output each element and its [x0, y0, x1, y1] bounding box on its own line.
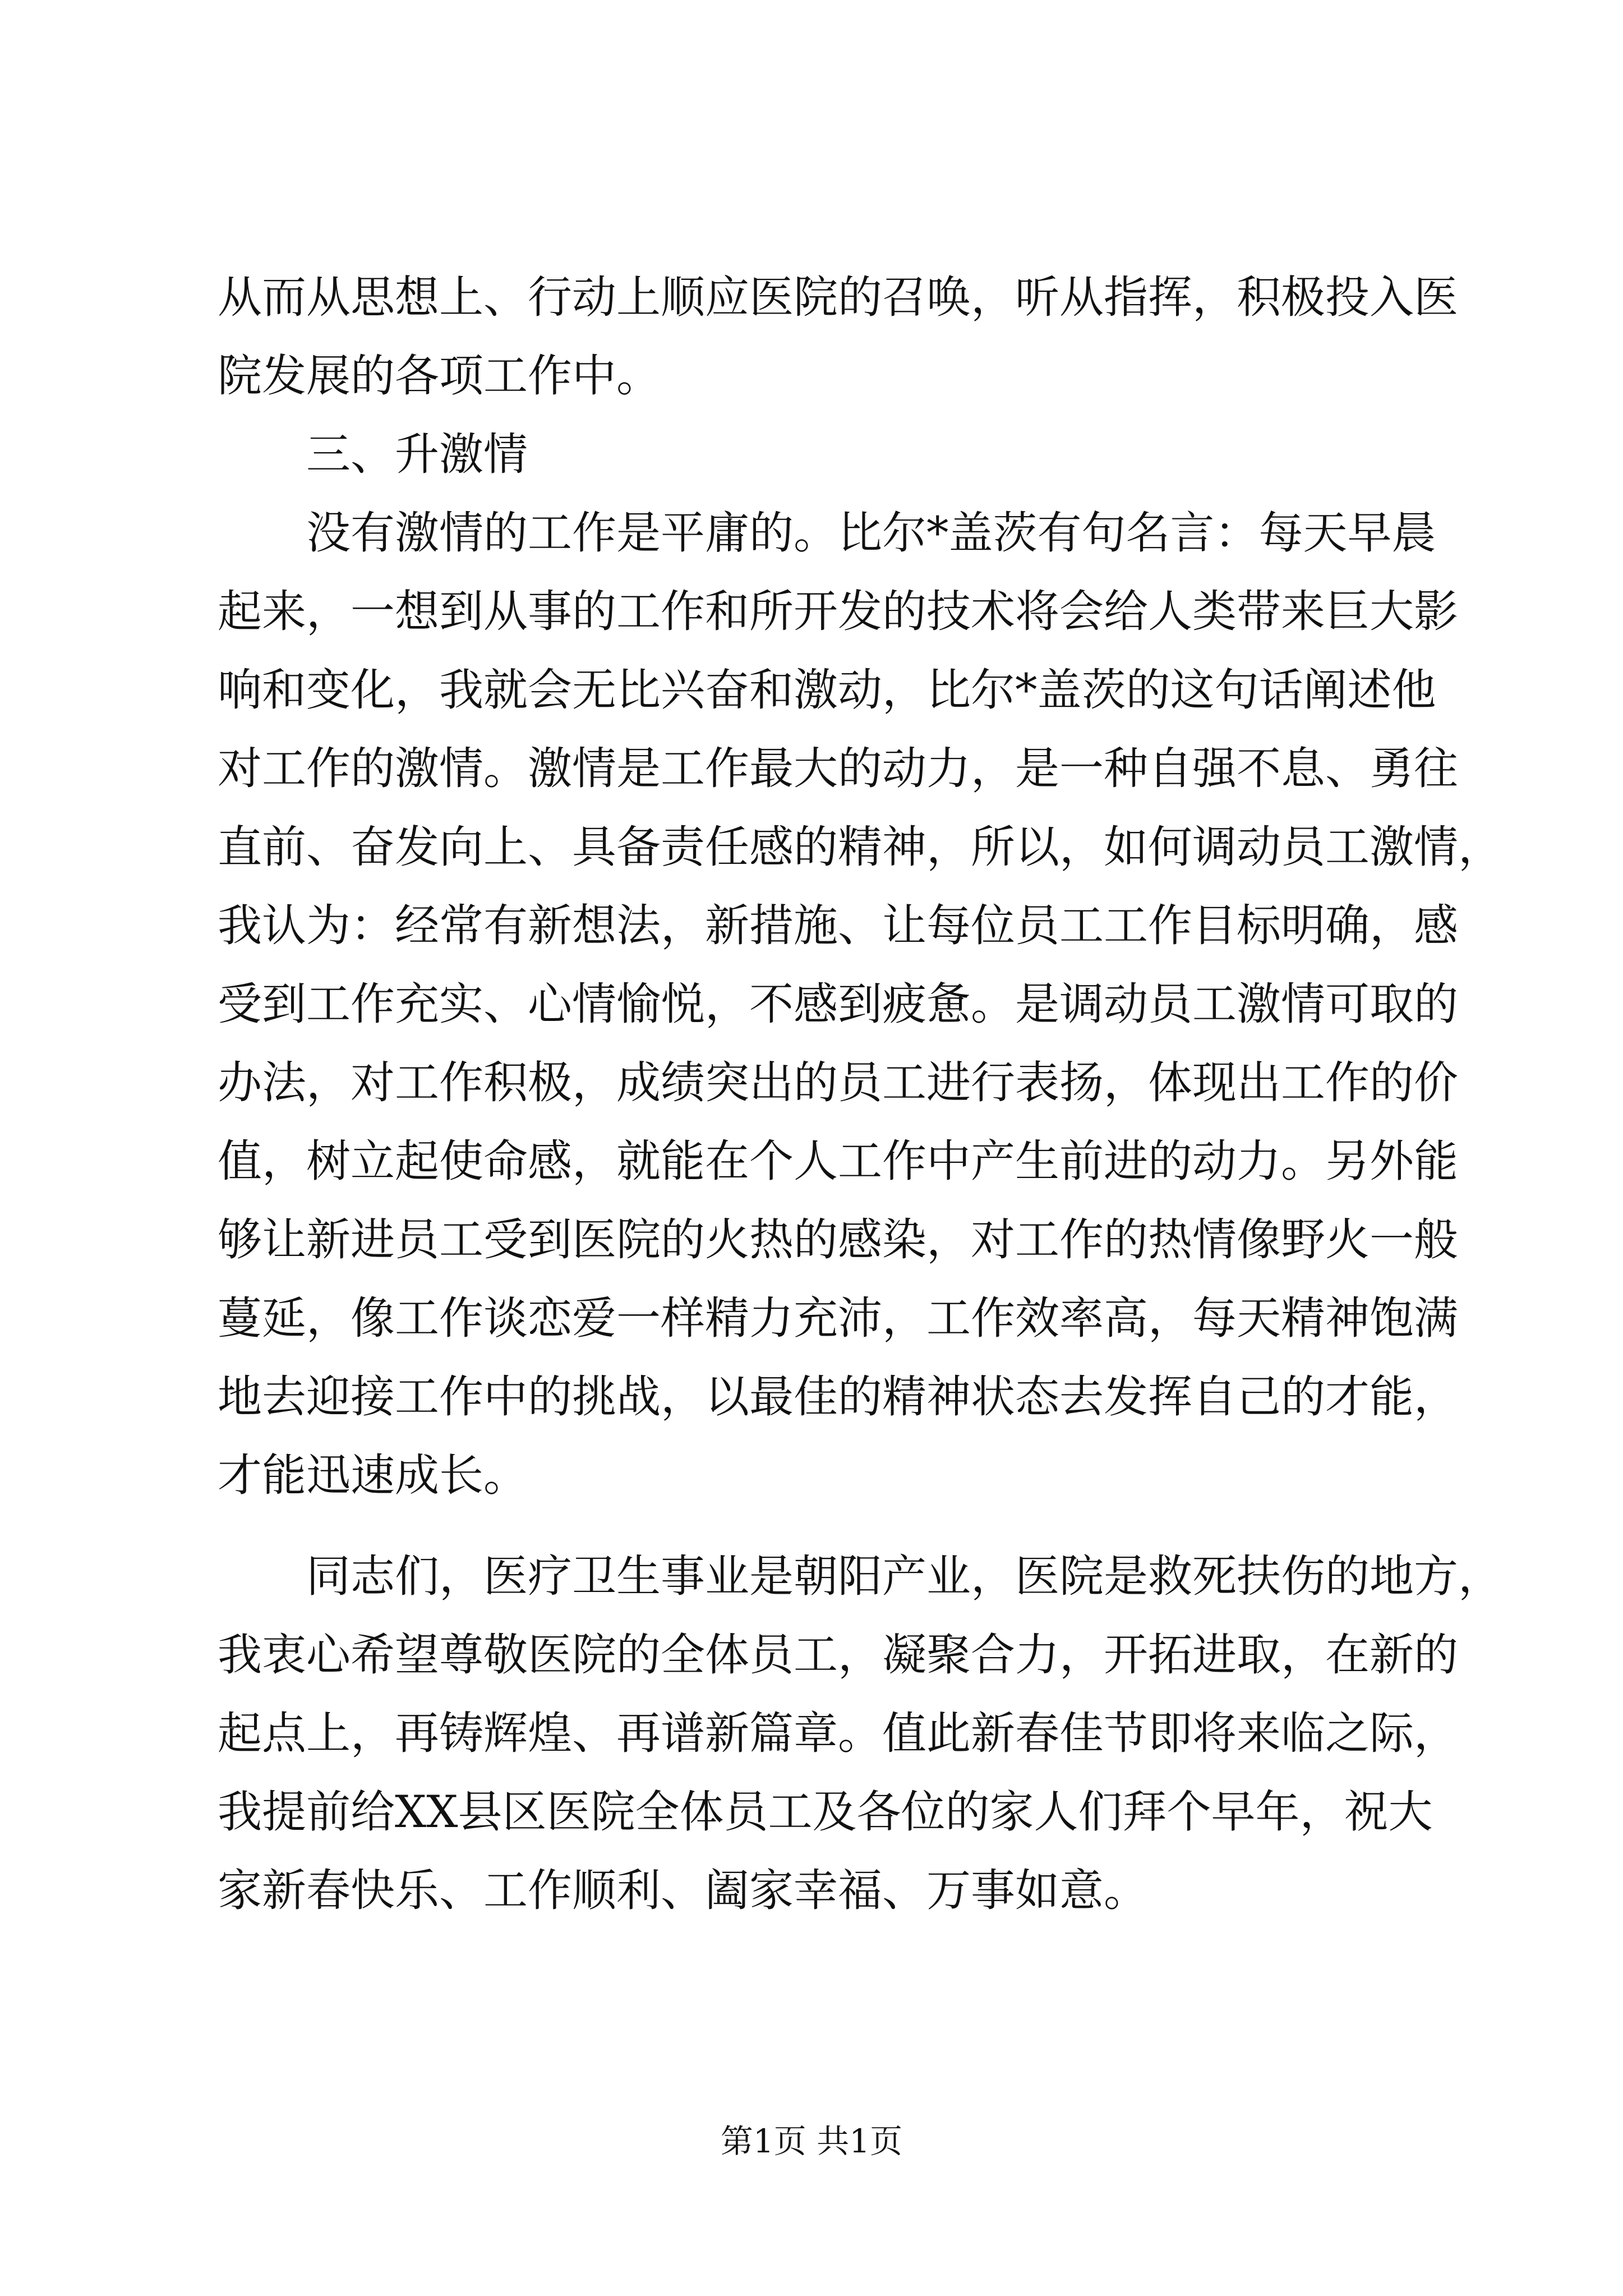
text-line: 直前、奋发向上、具备责任感的精神，所以，如何调动员工激情，	[218, 821, 1502, 873]
page-number: 第1页 共1页	[720, 2122, 903, 2160]
text-line: 响和变化，我就会无比兴奋和激动，比尔*盖茨的这句话阐述他	[218, 664, 1436, 716]
text-line: 对工作的激情。激情是工作最大的动力，是一种自强不息、勇往	[218, 743, 1458, 794]
text-line: 我提前给XX县区医院全体员工及各位的家人们拜个早年，祝大	[218, 1786, 1433, 1838]
text-line: 家新春快乐、工作顺利、阖家幸福、万事如意。	[218, 1865, 1148, 1916]
text-line: 院发展的各项工作中。	[218, 350, 661, 402]
document-body	[218, 258, 1502, 1930]
text-line: 没有激情的工作是平庸的。比尔*盖茨有句名言：每天早晨	[306, 507, 1436, 559]
text-line: 从而从思想上、行动上顺应医院的召唤，听从指挥，积极投入医	[218, 272, 1458, 323]
text-line: 蔓延，像工作谈恋爱一样精力充沛，工作效率高，每天精神饱满	[218, 1292, 1458, 1344]
text-line: 同志们，医疗卫生事业是朝阳产业，医院是救死扶伤的地方，	[306, 1550, 1502, 1602]
text-line: 我衷心希望尊敬医院的全体员工，凝聚合力，开拓进取，在新的	[218, 1629, 1458, 1681]
text-line: 起点上，再铸辉煌、再谱新篇章。值此新春佳节即将来临之际，	[218, 1708, 1458, 1759]
text-line: 值，树立起使命感，就能在个人工作中产生前进的动力。另外能	[218, 1135, 1458, 1187]
text-line: 才能迅速成长。	[218, 1450, 528, 1501]
text-line: 够让新进员工受到医院的火热的感染，对工作的热情像野火一般	[218, 1214, 1458, 1266]
text-line: 办法，对工作积极，成绩突出的员工进行表扬，体现出工作的价	[218, 1057, 1458, 1108]
text-line: 受到工作充实、心情愉悦，不感到疲惫。是调动员工激情可取的	[218, 978, 1458, 1030]
text-line: 地去迎接工作中的挑战，以最佳的精神状态去发挥自己的才能，	[218, 1371, 1458, 1423]
text-line: 起来，一想到从事的工作和所开发的技术将会给人类带来巨大影	[218, 586, 1458, 637]
section-heading: 三、升激情	[306, 429, 528, 480]
text-line: 我认为：经常有新想法，新措施、让每位员工工作目标明确，感	[218, 900, 1458, 951]
